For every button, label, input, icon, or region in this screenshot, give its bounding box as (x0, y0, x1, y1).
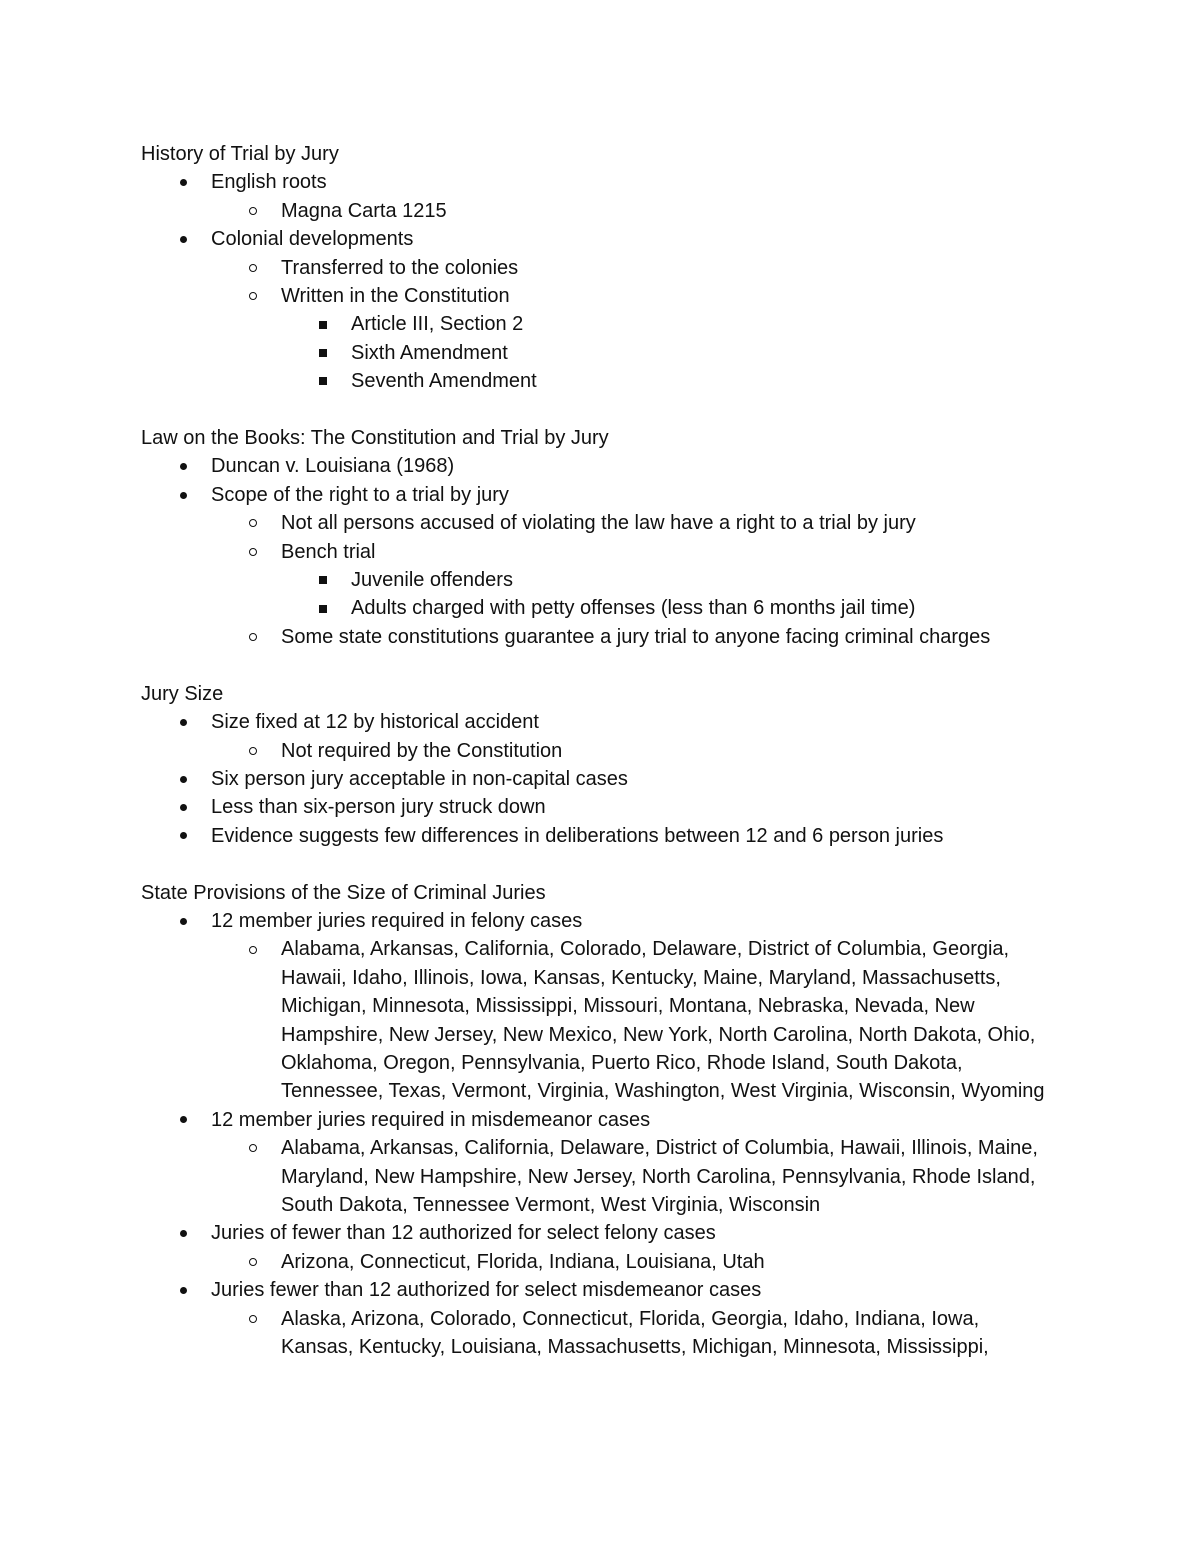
bullet-dot-icon (176, 765, 190, 793)
list-item (281, 566, 1141, 594)
list-item-text: Juvenile offenders (351, 569, 513, 592)
bullet-circle-icon (246, 737, 260, 765)
bullet-list-level-2 (211, 197, 1141, 225)
list-item (211, 538, 1141, 623)
list-item (141, 907, 1141, 1106)
list-item-text: Magna Carta 1215 (281, 199, 447, 222)
bullet-dot-icon (176, 708, 190, 736)
bullet-circle-icon (246, 254, 260, 282)
list-item-text: Alabama, Arkansas, California, Delaware, District of Columbia, Hawaii, Illinois, Maine, Maryland, New Hampshire, New Jersey, North Carolina, Pennsylvania, Rhode Island, South Dakota, Tennessee Vermont, West Virginia, Wisconsin (281, 1137, 1038, 1216)
list-item-text: Alaska, Arizona, Colorado, Connecticut, Florida, Georgia, Idaho, Indiana, Iowa, Kansas, Kentucky, Louisiana, Massachusetts, Michigan, Minnesota, Mississippi, (281, 1307, 989, 1359)
list-item-text: Arizona, Connecticut, Florida, Indiana, Louisiana, Utah (281, 1250, 765, 1273)
bullet-list-level-2 (211, 1134, 1141, 1219)
bullet-square-icon (316, 310, 330, 338)
list-item (281, 339, 1141, 367)
list-item (281, 367, 1141, 395)
list-item-text: Article III, Section 2 (351, 313, 524, 336)
list-item (211, 623, 1141, 651)
list-item-text: Colonial developments (211, 228, 414, 251)
section-heading: Law on the Books: The Constitution and Trial by Jury (141, 427, 609, 450)
list-item-text: Alabama, Arkansas, California, Colorado, Delaware, District of Columbia, Georgia, Hawaii, Idaho, Illinois, Iowa, Kansas, Kentucky, Maine, Maryland, Massachusetts, Michigan, Minnesota, Mississippi, Missouri, Montana, Nebraska, Nevada, New Hampshire, New Jersey, New Mexico, New York, North Carolina, North Dakota, Ohio, Oklahoma, Oregon, Pennsylvania, Puerto Rico, Rhode Island, South Dakota, Tennessee, Texas, Vermont, Virginia, Washington, West Virginia, Wisconsin, Wyoming (281, 938, 1045, 1103)
bullet-list-level-2 (211, 1305, 1141, 1362)
bullet-dot-icon (176, 168, 190, 196)
list-item-text: Scope of the right to a trial by jury (211, 483, 509, 506)
bullet-square-icon (316, 566, 330, 594)
bullet-dot-icon (176, 793, 190, 821)
list-item (141, 168, 1141, 225)
bullet-list-level-1 (141, 452, 1141, 651)
bullet-dot-icon (176, 225, 190, 253)
list-item-text: Six person jury acceptable in non-capital cases (211, 767, 628, 790)
bullet-square-icon (316, 367, 330, 395)
document-body (141, 140, 1141, 1390)
section-heading: Jury Size (141, 682, 224, 705)
list-item (211, 737, 1141, 765)
list-item (281, 594, 1141, 622)
section-heading: State Provisions of the Size of Criminal Juries (141, 881, 546, 904)
bullet-dot-icon (176, 822, 190, 850)
list-item (141, 1106, 1141, 1220)
bullet-list-level-3 (281, 566, 1141, 623)
list-item-text: Evidence suggests few differences in deliberations between 12 and 6 person juries (211, 824, 944, 847)
list-item (141, 1276, 1141, 1361)
bullet-list-level-3 (281, 310, 1141, 395)
bullet-square-icon (316, 594, 330, 622)
list-item (141, 822, 1141, 850)
list-item-text: Not all persons accused of violating the law have a right to a trial by jury (281, 512, 916, 535)
bullet-dot-icon (176, 452, 190, 480)
list-item-text: Juries fewer than 12 authorized for select misdemeanor cases (211, 1279, 762, 1302)
section-heading: History of Trial by Jury (141, 143, 339, 165)
outline-section (141, 140, 1141, 396)
list-item (141, 793, 1141, 821)
bullet-dot-icon (176, 1106, 190, 1134)
bullet-circle-icon (246, 538, 260, 566)
bullet-circle-icon (246, 197, 260, 225)
list-item (141, 708, 1141, 765)
bullet-list-level-2 (211, 1248, 1141, 1276)
list-item-text: Adults charged with petty offenses (less than 6 months jail time) (351, 597, 916, 620)
bullet-circle-icon (246, 1305, 260, 1333)
list-item-text: Juries of fewer than 12 authorized for select felony cases (211, 1222, 716, 1245)
list-item (141, 452, 1141, 480)
bullet-list-level-2 (211, 254, 1141, 396)
list-item-text: Sixth Amendment (351, 341, 508, 364)
bullet-list-level-1 (141, 907, 1141, 1362)
bullet-dot-icon (176, 481, 190, 509)
list-item (211, 197, 1141, 225)
list-item (141, 225, 1141, 395)
list-item (211, 282, 1141, 396)
list-item-text: Some state constitutions guarantee a jury trial to anyone facing criminal charges (281, 625, 991, 648)
outline-section (141, 879, 1141, 1362)
list-item (211, 1248, 1141, 1276)
bullet-list-level-2 (211, 737, 1141, 765)
list-item (211, 935, 1141, 1105)
list-item (211, 1305, 1141, 1362)
list-item (141, 481, 1141, 651)
bullet-list-level-1 (141, 708, 1141, 850)
list-item-text: Duncan v. Louisiana (1968) (211, 455, 455, 478)
bullet-square-icon (316, 339, 330, 367)
bullet-circle-icon (246, 935, 260, 963)
list-item-text: Written in the Constitution (281, 285, 510, 308)
outline-section (141, 680, 1141, 850)
bullet-list-level-2 (211, 509, 1141, 651)
list-item (141, 765, 1141, 793)
list-item-text: Size fixed at 12 by historical accident (211, 711, 539, 734)
list-item-text: 12 member juries required in felony cases (211, 909, 583, 932)
list-item (141, 1219, 1141, 1276)
bullet-dot-icon (176, 907, 190, 935)
list-item-text: Less than six-person jury struck down (211, 796, 546, 819)
list-item (211, 254, 1141, 282)
bullet-list-level-1 (141, 168, 1141, 395)
list-item-text: English roots (211, 171, 327, 194)
list-item-text: 12 member juries required in misdemeanor cases (211, 1108, 651, 1131)
bullet-circle-icon (246, 282, 260, 310)
list-item-text: Bench trial (281, 540, 376, 563)
bullet-circle-icon (246, 509, 260, 537)
bullet-list-level-2 (211, 935, 1141, 1105)
bullet-dot-icon (176, 1219, 190, 1247)
bullet-circle-icon (246, 1134, 260, 1162)
list-item (211, 509, 1141, 537)
bullet-circle-icon (246, 623, 260, 651)
list-item-text: Seventh Amendment (351, 370, 537, 393)
list-item (211, 1134, 1141, 1219)
list-item-text: Not required by the Constitution (281, 739, 563, 762)
outline-section (141, 424, 1141, 651)
list-item-text: Transferred to the colonies (281, 256, 519, 279)
bullet-circle-icon (246, 1248, 260, 1276)
bullet-dot-icon (176, 1276, 190, 1304)
list-item (281, 310, 1141, 338)
